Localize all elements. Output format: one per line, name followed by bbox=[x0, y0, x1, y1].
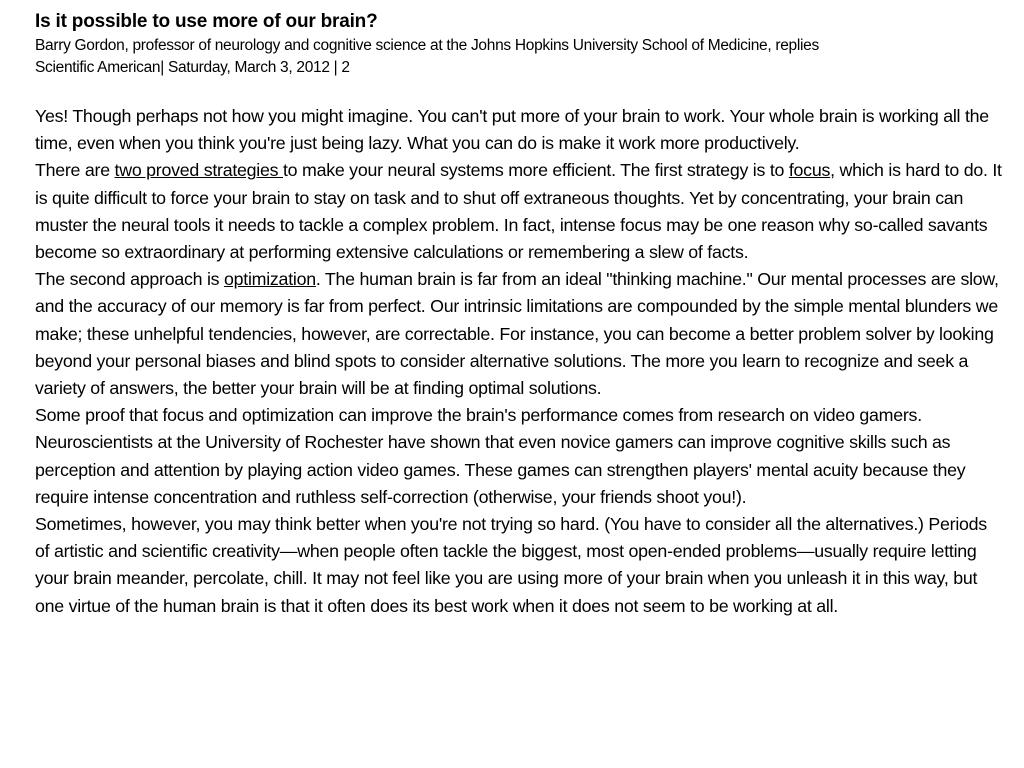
article-body bbox=[35, 103, 1004, 620]
optimization-link[interactable]: optimization bbox=[223, 269, 316, 290]
paragraph-strategies-rest: , which is hard to do. It is quite difficult to force your brain to stay on task and to shut off extraneous thoughts. Yet by concentrating, your brain can muster the neural tools it needs to tackle a complex problem. In fact, intense focus may be one reason why so-called savants become so extraordinary at performing extensive calculations or remembering a slew of facts. bbox=[35, 160, 1002, 263]
author-line: Barry Gordon, professor of neurology and cognitive science at the Johns Hopkins University School of Medicine, replies bbox=[35, 37, 819, 54]
paragraph-strategies-lead: There are bbox=[35, 160, 115, 181]
paragraph-optimization-rest: . The human brain is far from an ideal "thinking machine." Our mental processes are slow, and the accuracy of our memory is far from perfect. Our intrinsic limitations are compounded by the simple mental blunders we make; these unhelpful tendencies, however, are correctable. For instance, you can become a better problem solver by looking beyond your personal biases and blind spots to consider alternative solutions. The more you learn to recognize and seek a variety of answers, the better your brain will be at finding optimal solutions. bbox=[35, 269, 999, 399]
source-line: Scientific American| Saturday, March 3, 2012 | 2 bbox=[35, 59, 350, 76]
paragraph-strategies-middle: to make your neural systems more efficient. The first strategy is to bbox=[282, 160, 789, 181]
paragraph-optimization-lead: The second approach is bbox=[35, 269, 224, 290]
paragraph-creativity: Sometimes, however, you may think better when you're not trying so hard. (You have to consider all the alternatives.) Periods of artistic and scientific creativity—when people often tackle the biggest, most open-ended problems—usually require letting your brain meander, percolate, chill. It may not feel like you are using more of your brain when you unleash it in this way, but one virtue of the human brain is that it often does its best work when it does not seem to be working at all. bbox=[35, 514, 987, 616]
paragraph-strategies bbox=[35, 157, 1004, 266]
focus-link[interactable]: focus bbox=[788, 160, 831, 181]
paragraph-video-gamers: Some proof that focus and optimization can improve the brain's performance comes from research on video gamers. Neuroscientists at the University of Rochester have shown that even novice gamers can improve cognitive skills such as perception and attention by playing action video games. These games can strengthen players' mental acuity because they require intense concentration and ruthless self-correction (otherwise, your friends shoot you!). bbox=[35, 405, 966, 507]
article-title: Is it possible to use more of our brain? bbox=[35, 11, 378, 32]
paragraph-optimization bbox=[35, 266, 1004, 402]
two-proved-strategies-link[interactable]: two proved strategies bbox=[114, 160, 283, 181]
paragraph-intro: Yes! Though perhaps not how you might imagine. You can't put more of your brain to work. Your whole brain is working all the time, even when you think you're just being lazy. What you can do is make it work more productively. bbox=[35, 106, 989, 154]
